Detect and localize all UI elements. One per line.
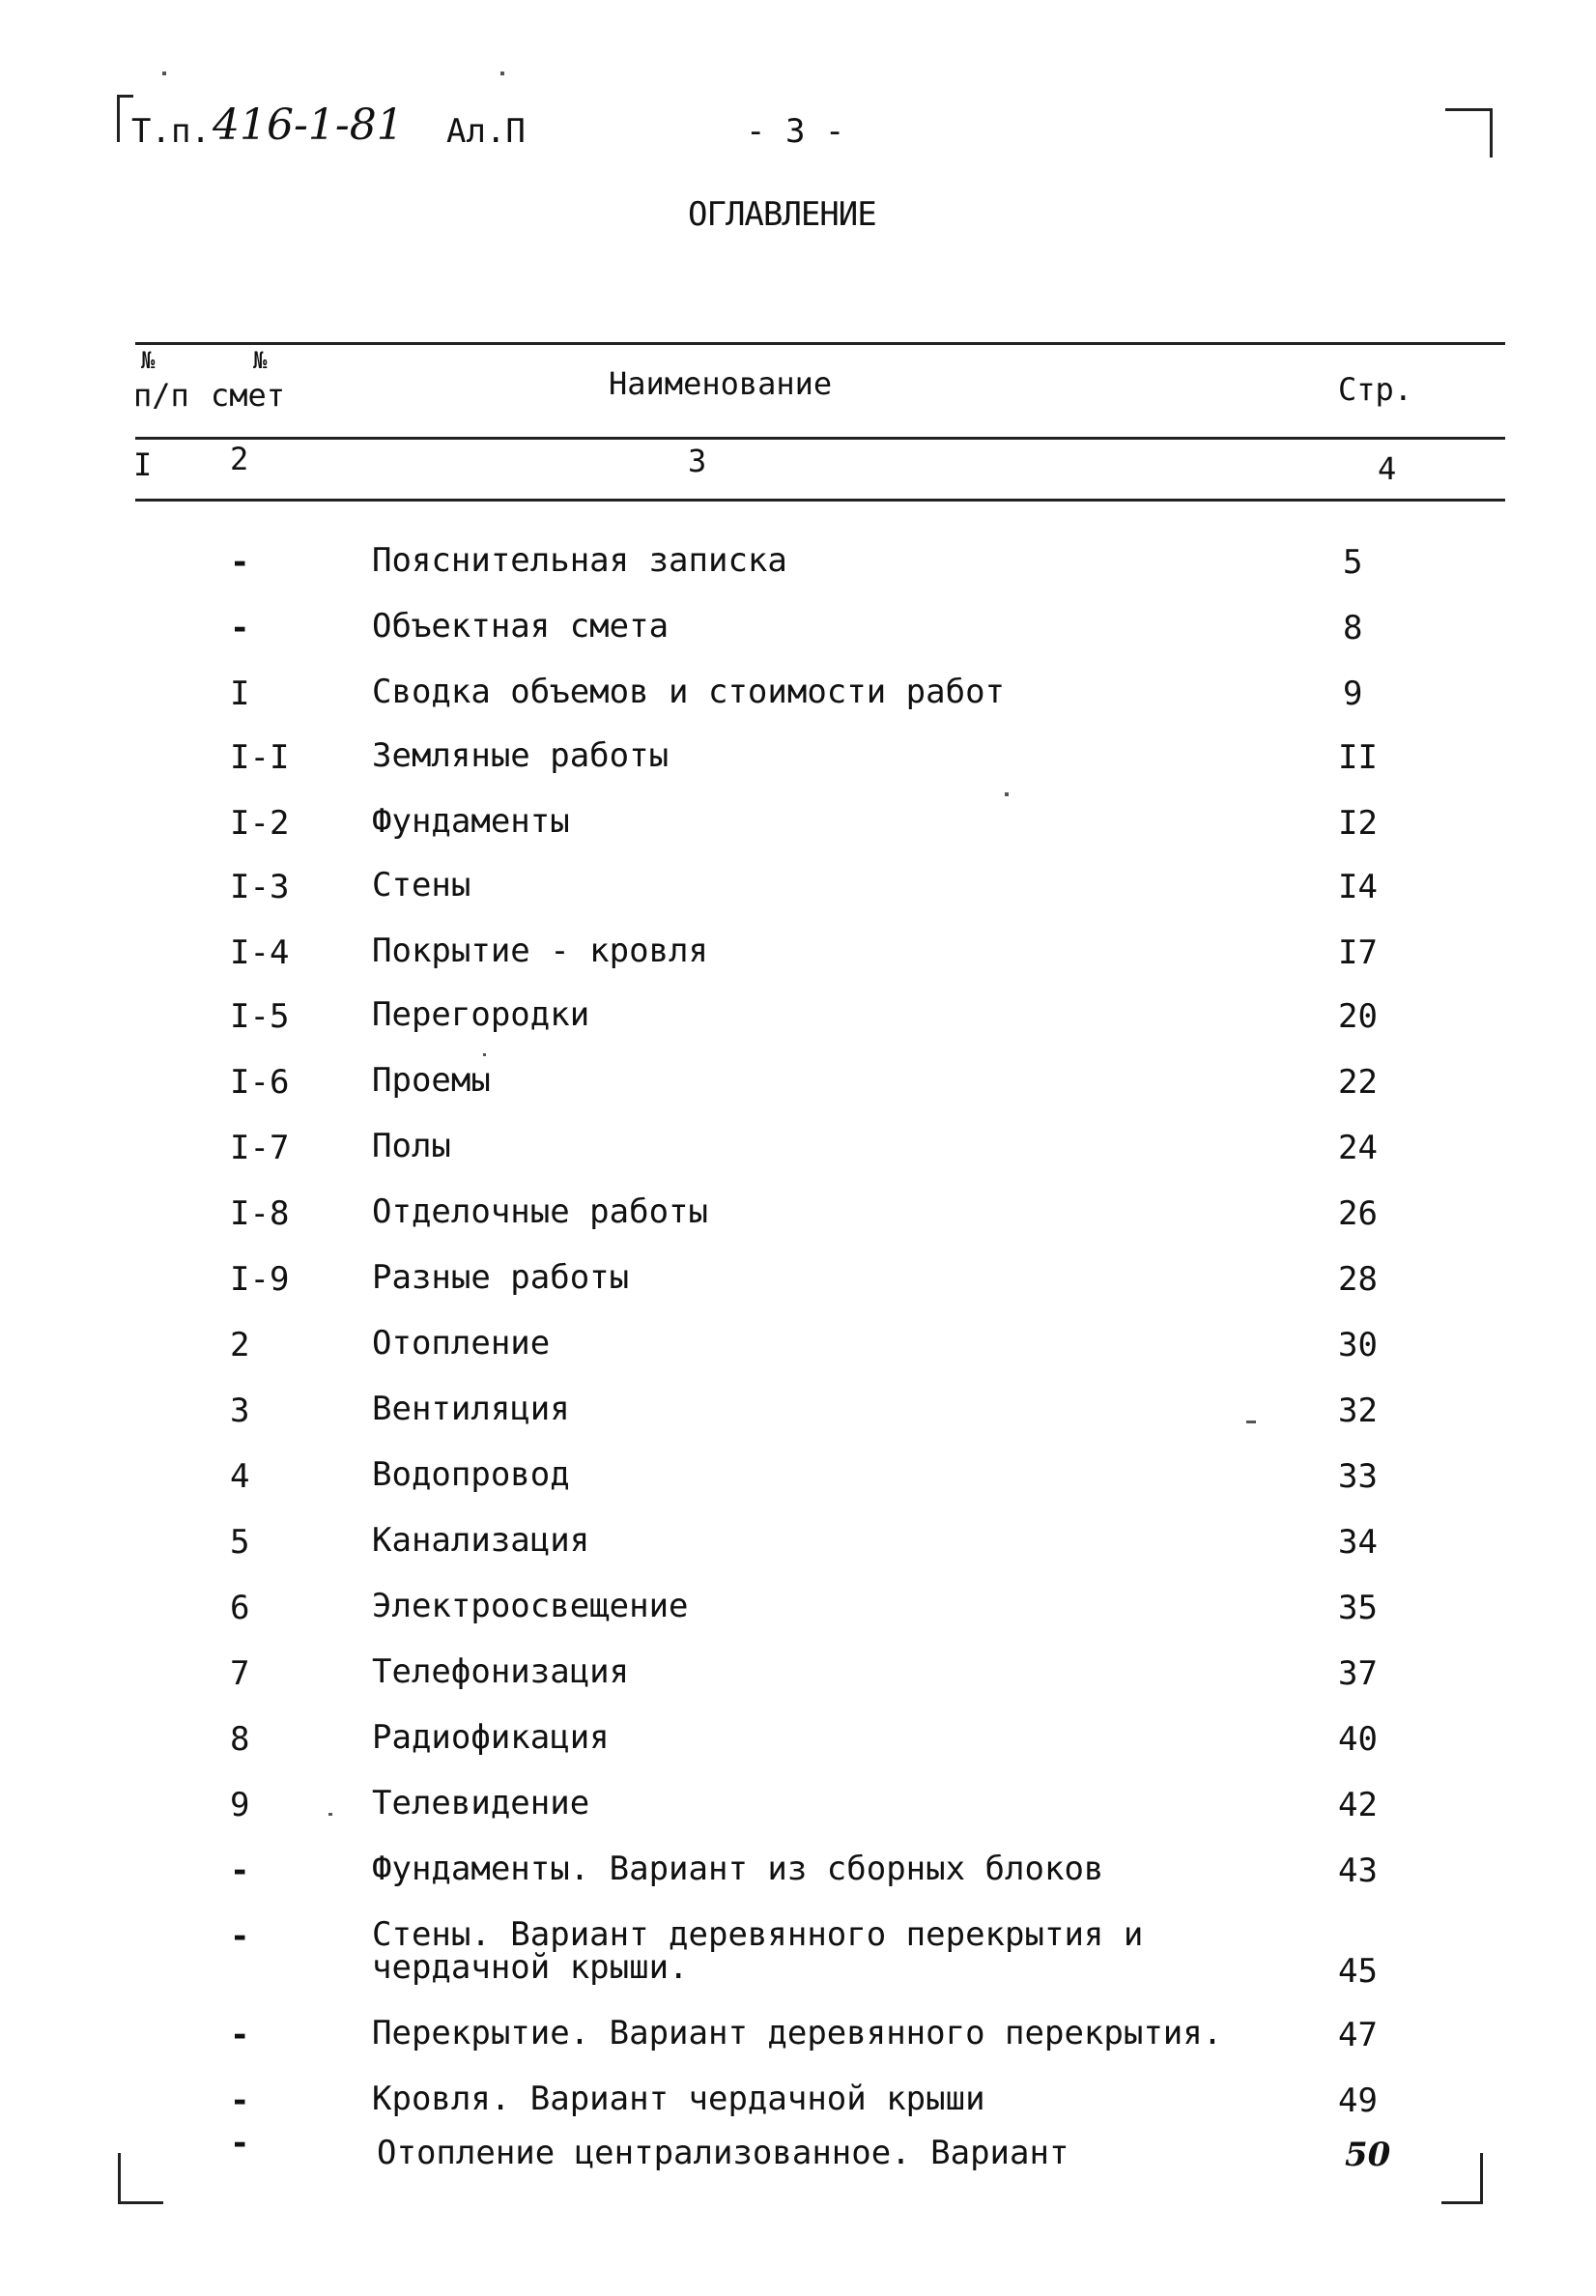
estimate-number: -	[230, 1917, 250, 1956]
col-page-header: Стр.	[1338, 371, 1413, 408]
estimate-number: -	[230, 609, 250, 647]
estimate-number: I-2	[230, 804, 290, 843]
section-name-continuation: чердачной крыши.	[372, 1948, 689, 1987]
page-number: 35	[1338, 1589, 1378, 1627]
page-number: I4	[1338, 868, 1378, 906]
col-name-header: Наименование	[609, 365, 833, 402]
estimate-number: 2	[230, 1326, 250, 1364]
table-top-rule	[135, 342, 1505, 345]
section-name: Фундаменты. Вариант из сборных блоков	[372, 1850, 1104, 1888]
table-numbers-rule	[135, 499, 1505, 502]
estimate-number: I-4	[230, 933, 290, 972]
album-number: Ал.П	[446, 112, 526, 151]
scan-speck	[328, 1813, 332, 1816]
estimate-number: 8	[230, 1720, 250, 1759]
section-name: Перегородки	[372, 995, 590, 1034]
estimate-number: 6	[230, 1589, 250, 1627]
page-number: 30	[1338, 1326, 1378, 1364]
estimate-number: -	[230, 543, 250, 582]
doc-code: Т.п.	[131, 112, 211, 151]
section-name: Разные работы	[372, 1258, 630, 1297]
section-name: Стены. Вариант деревянного перекрытия и	[372, 1915, 1144, 1954]
page-number: 50	[1345, 2136, 1391, 2174]
estimate-number: -	[230, 2124, 250, 2163]
estimate-number: I-7	[230, 1129, 290, 1167]
section-name: Телевидение	[372, 1784, 590, 1822]
page-number: 43	[1338, 1851, 1378, 1890]
section-name: Вентиляция	[372, 1390, 570, 1428]
estimate-number: I-3	[230, 868, 290, 906]
scan-speck	[162, 72, 166, 75]
section-name: Отделочные работы	[372, 1192, 708, 1231]
scan-speck	[483, 1053, 486, 1056]
estimate-number: 4	[230, 1457, 250, 1496]
section-name: Объектная смета	[372, 607, 670, 646]
page-number: 47	[1338, 2016, 1378, 2054]
estimate-number: I-6	[230, 1063, 290, 1102]
estimate-number: I	[230, 674, 250, 713]
section-name: Водопровод	[372, 1455, 570, 1494]
section-name: Земляные работы	[372, 736, 670, 775]
page-number: 49	[1338, 2081, 1378, 2120]
section-name: Проемы	[372, 1061, 491, 1100]
col-number-1: I	[133, 446, 153, 483]
estimate-number: 9	[230, 1786, 250, 1824]
page-number: 33	[1338, 1457, 1378, 1496]
section-name: Канализация	[372, 1521, 590, 1560]
section-name: Отопление централизованное. Вариант	[377, 2134, 1069, 2172]
estimate-number: -	[230, 2016, 250, 2054]
page-number: 8	[1343, 609, 1363, 647]
estimate-number: 3	[230, 1392, 250, 1430]
page-number: 9	[1343, 674, 1363, 713]
estimate-number: -	[230, 2081, 250, 2120]
section-name: Фундаменты	[372, 802, 570, 841]
page-title: ОГЛАВЛЕНИЕ	[688, 195, 876, 234]
page-number: I2	[1338, 804, 1378, 843]
scan-speck	[1005, 792, 1009, 796]
estimate-number: I-I	[230, 738, 290, 777]
scan-speck	[500, 72, 504, 75]
col-number-4: 4	[1378, 450, 1397, 487]
section-name: Сводка объемов и стоимости работ	[372, 673, 1006, 711]
page-number: II	[1338, 738, 1378, 777]
top-right-corner-mark	[1445, 108, 1493, 158]
bottom-left-corner-mark	[118, 2153, 163, 2204]
estimate-number: I-9	[230, 1260, 290, 1299]
section-name: Кровля. Вариант чердачной крыши	[372, 2080, 985, 2118]
estimate-number: I-8	[230, 1194, 290, 1233]
section-name: Телефонизация	[372, 1652, 630, 1691]
col-index-symbol: №	[141, 347, 156, 374]
page-number: 26	[1338, 1194, 1378, 1233]
scan-speck	[1246, 1421, 1256, 1423]
page-number: 5	[1343, 543, 1363, 582]
section-name: Перекрытие. Вариант деревянного перекрытия.	[372, 2014, 1223, 2052]
section-name: Отопление	[372, 1324, 551, 1363]
col-estimate-label: смет	[211, 377, 286, 414]
col-number-3: 3	[688, 443, 707, 479]
page-number: I7	[1338, 933, 1378, 972]
page-number: 24	[1338, 1129, 1378, 1167]
section-name: Покрытие - кровля	[372, 932, 708, 970]
page-number: 37	[1338, 1654, 1378, 1693]
page-number: 40	[1338, 1720, 1378, 1759]
estimate-number: 5	[230, 1523, 250, 1562]
col-estimate-symbol: №	[253, 347, 268, 374]
section-name: Электроосвещение	[372, 1587, 689, 1625]
bottom-right-corner-mark	[1441, 2153, 1483, 2204]
table-header-rule	[135, 437, 1505, 440]
page-number: 32	[1338, 1392, 1378, 1430]
page-number: 45	[1338, 1952, 1378, 1991]
page-number: 20	[1338, 997, 1378, 1036]
section-name: Пояснительная записка	[372, 541, 787, 580]
page-number: 42	[1338, 1786, 1378, 1824]
section-name: Полы	[372, 1127, 451, 1165]
col-number-2: 2	[230, 441, 249, 477]
handwritten-project-number: 416-1-81	[213, 100, 404, 150]
page-number: 28	[1338, 1260, 1378, 1299]
estimate-number: 7	[230, 1654, 250, 1693]
page-number-marker: - 3 -	[746, 112, 845, 151]
section-name: Стены	[372, 866, 471, 904]
estimate-number: I-5	[230, 997, 290, 1036]
section-name: Радиофикация	[372, 1718, 610, 1757]
estimate-number: -	[230, 1851, 250, 1890]
page-number: 22	[1338, 1063, 1378, 1102]
col-index-label: п/п	[133, 377, 189, 414]
page-number: 34	[1338, 1523, 1378, 1562]
